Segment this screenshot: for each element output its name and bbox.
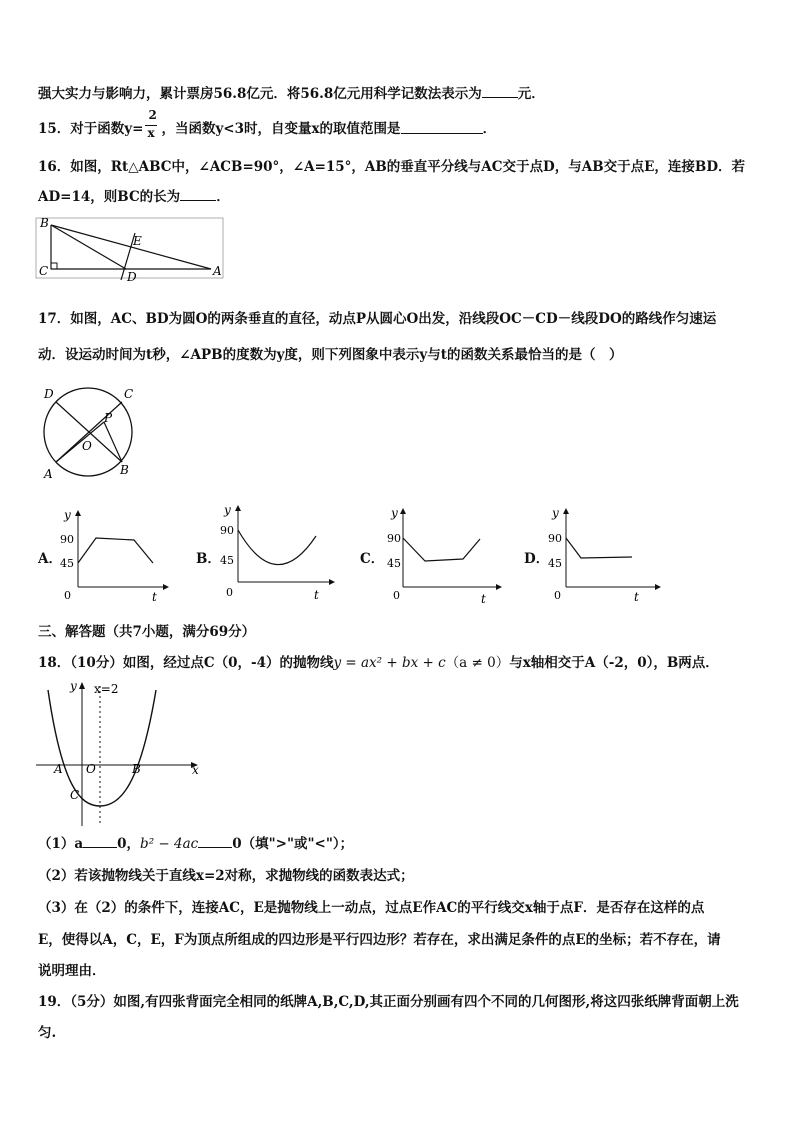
option-c-curve (403, 538, 480, 561)
y-label: y (224, 503, 231, 517)
y-arrow (79, 682, 85, 689)
segment-bd (51, 225, 126, 269)
tick-90: 90 (548, 532, 562, 545)
q17-line2: 动．设运动时间为t秒，∠APB的度数为y度，则下列图象中表示y与t的函数关系最恰当的是（ ） (38, 347, 623, 363)
option-a-curve (78, 538, 153, 563)
q14-text: 强大实力与影响力，累计票房56.8亿元．将56.8亿元用科学记数法表示为 (38, 86, 482, 102)
origin-label: 0 (393, 589, 400, 602)
q17-circle-figure (36, 384, 144, 482)
q18-intro-pre: 18．（10分）如图，经过点C（0，-4）的抛物线 (38, 655, 334, 671)
label-a: A (213, 264, 222, 278)
q14-text-end: 元． (517, 86, 545, 102)
y-label: y (552, 506, 559, 520)
t-label: t (314, 588, 319, 602)
q18-part1-mid: 0， (117, 836, 141, 852)
tick-45: 45 (60, 557, 74, 570)
label-c: C (124, 387, 134, 401)
right-angle-mark (51, 263, 57, 269)
y-label: y (64, 508, 71, 522)
origin-label: 0 (64, 589, 71, 602)
q16-line2-end: ． (216, 189, 230, 205)
q16-line2 (38, 185, 230, 205)
option-c-graph (383, 503, 503, 605)
q18-intro-post: 与x轴相交于A（-2，0），B两点． (509, 655, 719, 671)
label-p: P (104, 411, 113, 425)
q18-part1-end: 0（填">"或"<"）； (232, 836, 354, 852)
label-d: D (127, 270, 137, 281)
q16-line2-text: AD=14，则BC的长为 (38, 189, 181, 205)
x-label: x (192, 763, 199, 777)
origin-label: 0 (554, 589, 561, 602)
q18-part1-pre: （1）a (38, 836, 84, 852)
y-arrow (235, 505, 241, 511)
label-e: E (133, 234, 142, 248)
option-d-label: D． (524, 551, 550, 567)
y-arrow (400, 508, 406, 514)
q14-answer-blank (482, 85, 518, 98)
label-d: D (44, 387, 54, 401)
q18-blank-discriminant (198, 835, 232, 848)
t-label: t (481, 592, 486, 605)
y-arrow (563, 508, 569, 514)
q15-end: ． (482, 121, 497, 137)
q15-numerator: 2 (148, 108, 157, 122)
option-a-label: A． (38, 551, 62, 567)
label-a: A (54, 762, 63, 776)
q17-line1: 17．如图，AC、BD为圆O的两条垂直的直径，动点P从圆心O出发，沿线段OC－CD－线段DO的路线作匀速运 (38, 311, 717, 327)
section-title: 三、解答题（共7小题，满分69分） (38, 624, 256, 640)
q18-discriminant: b² − 4ac (140, 836, 199, 852)
q18-part3-line1: （3）在（2）的条件下，连接AC，E是抛物线上一动点，过点E作AC的平行线交x轴于点F．是否存在这样的点 (38, 900, 705, 916)
label-a: A (44, 467, 53, 481)
t-arrow (496, 584, 502, 590)
label-c: C (70, 788, 80, 802)
question-15 (38, 108, 497, 142)
parabola-curve (48, 690, 156, 806)
segment-ap (56, 422, 104, 462)
label-o: O (82, 439, 92, 453)
option-b-label: B． (196, 551, 221, 567)
q16-answer-blank (180, 188, 216, 201)
t-arrow (163, 584, 169, 590)
tick-90: 90 (220, 524, 234, 537)
q15-fraction (145, 108, 159, 142)
tick-45: 45 (548, 557, 562, 570)
y-label: y (391, 506, 398, 520)
tick-45: 45 (220, 554, 234, 567)
t-arrow (655, 584, 661, 590)
q18-part3-line3: 说明理由． (38, 963, 106, 979)
label-o: O (86, 762, 96, 776)
q18-part2: （2）若该抛物线关于直线x=2对称，求抛物线的函数表达式； (38, 868, 414, 884)
t-label: t (152, 590, 157, 603)
option-d-curve (566, 538, 632, 558)
q18-part3-line2: E，使得以A，C，E，F为顶点所组成的四边形是平行四边形？若存在，求出满足条件的点E的坐标；若不存在，请 (38, 932, 721, 948)
t-label: t (634, 590, 639, 603)
t-arrow (329, 579, 335, 585)
q14-tail-line (38, 82, 545, 102)
q15-suffix: ，当函数y<3时，自变量x的取值范围是 (161, 121, 401, 137)
option-d-graph (546, 503, 664, 603)
circle-o (44, 388, 132, 476)
q18-intro (38, 651, 719, 671)
q18-condition: （a ≠ 0） (445, 655, 510, 671)
q18-parabola-graph (36, 676, 200, 828)
y-arrow (75, 510, 81, 516)
q19-line1: 19．（5分）如图,有四张背面完全相同的纸牌A,B,C,D,其正面分别画有四个不同的几何图形,将这四张纸牌背面朝上洗 (38, 994, 739, 1010)
q18-formula: y = ax² + bx + c (333, 655, 446, 671)
q16-line1: 16．如图，Rt△ABC中，∠ACB=90°，∠A=15°，AB的垂直平分线与AC交于点D，与AB交于点E，连接BD．若 (38, 159, 746, 175)
q15-prefix: 15．对于函数y= (38, 121, 144, 137)
label-b: B (132, 762, 141, 776)
option-b-graph (218, 500, 336, 602)
q18-blank-a (83, 835, 117, 848)
option-a-graph (58, 505, 170, 603)
q15-denominator: x (147, 126, 155, 140)
origin-label: 0 (226, 586, 233, 599)
q19-line2: 匀. (38, 1025, 57, 1041)
q18-part1 (38, 832, 353, 852)
tick-90: 90 (387, 532, 401, 545)
label-c: C (39, 264, 49, 278)
y-label: y (70, 679, 77, 693)
label-b: B (120, 463, 129, 477)
option-b-curve (238, 530, 316, 565)
segment-pb (104, 422, 122, 462)
axis-label: x=2 (94, 682, 119, 696)
q15-answer-blank (401, 121, 483, 134)
tick-45: 45 (387, 557, 401, 570)
q16-triangle-figure (35, 217, 225, 281)
option-c-label: C． (360, 551, 385, 567)
label-b: B (40, 217, 49, 230)
tick-90: 90 (60, 533, 74, 546)
